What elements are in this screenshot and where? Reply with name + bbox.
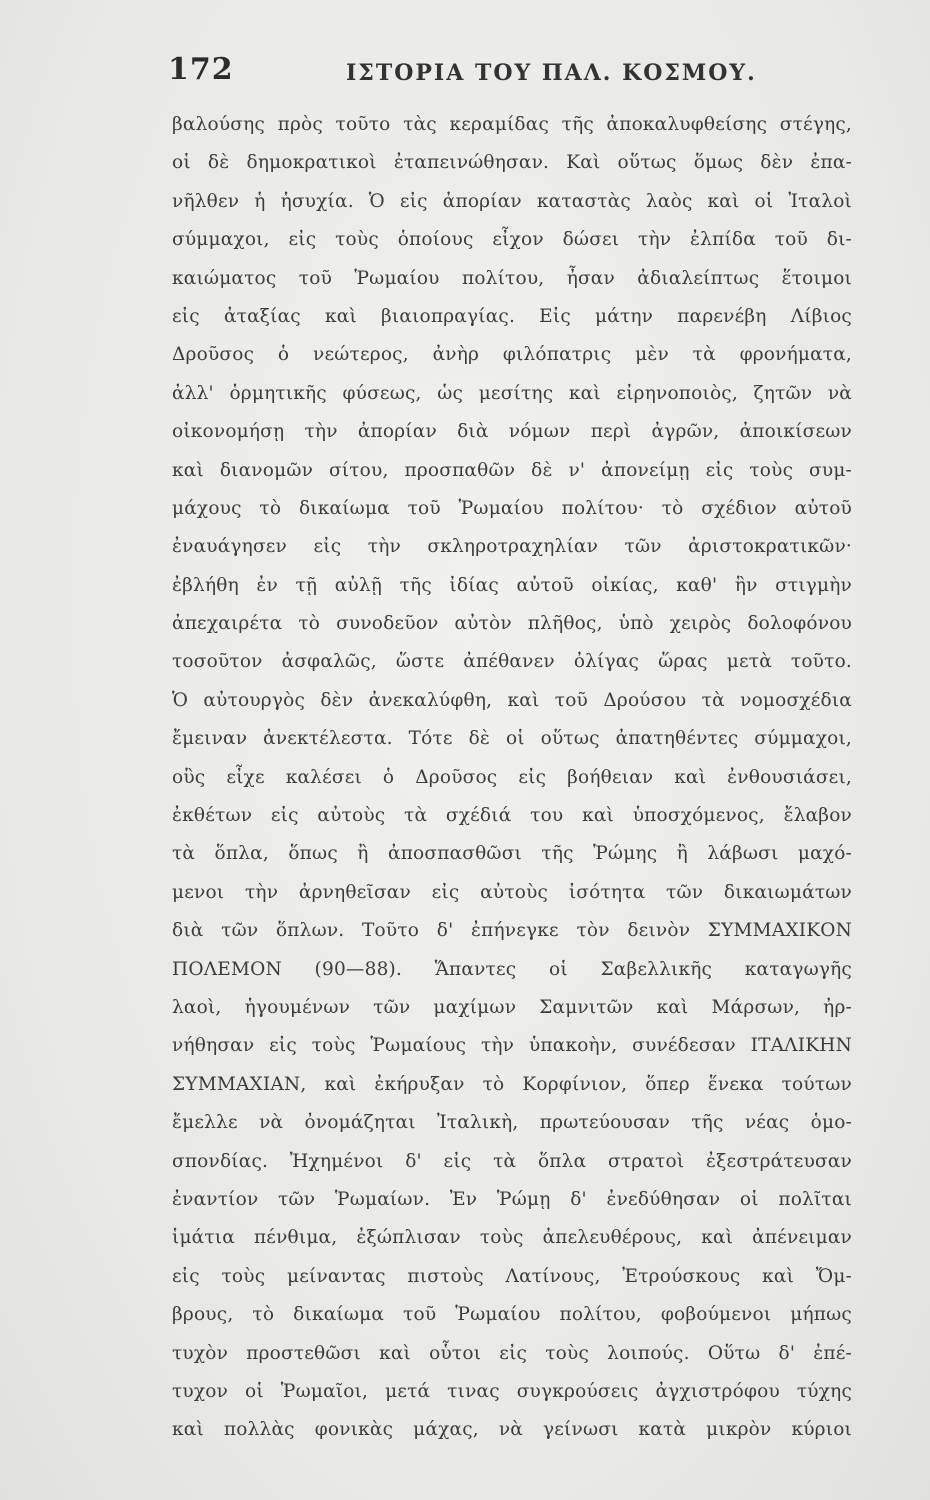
text-line: οἱ δὲ δημοκρατικοὶ ἐταπεινώθησαν. Καὶ οὕτως ὅμως δὲν ἐπα- [172, 152, 852, 174]
running-title: ΙΣΤΟΡΙΑ ΤΟΥ ΠΑΛ. ΚΟΣΜΟΥ. [346, 60, 757, 86]
text-line: ἀλλ' ὁρμητικῆς φύσεως, ὡς μεσίτης καὶ εἰρηνοποιὸς, ζητῶν νὰ [172, 382, 852, 404]
text-line: νήθησαν εἰς τοὺς Ῥωμαίους τὴν ὑπακοὴν, συνέδεσαν ΙΤΑΛΙΚΗΝ [172, 1035, 852, 1057]
text-line: οὓς εἶχε καλέσει ὁ Δροῦσος εἰς βοήθειαν καὶ ἐνθουσιάσει, [172, 766, 852, 788]
text-line: μάχους τὸ δικαίωμα τοῦ Ῥωμαίου πολίτου· τὸ σχέδιον αὐτοῦ [172, 497, 852, 519]
text-line: τὰ ὅπλα, ὅπως ἢ ἀποσπασθῶσι τῆς Ῥώμης ἢ λάβωσι μαχό- [172, 843, 852, 865]
text-line: καὶ πολλὰς φονικὰς μάχας, νὰ γείνωσι κατὰ μικρὸν κύριοι [172, 1419, 852, 1441]
text-line: καὶ διανομῶν σίτου, προσπαθῶν δὲ ν' ἀπονείμῃ εἰς τοὺς συμ- [172, 459, 852, 481]
text-line: λαοὶ, ἡγουμένων τῶν μαχίμων Σαμνιτῶν καὶ Μάρσων, ἠρ- [172, 996, 852, 1018]
text-line: νῆλθεν ἡ ἡσυχία. Ὁ εἰς ἀπορίαν καταστὰς λαὸς καὶ οἱ Ἰταλοὶ [172, 190, 852, 212]
text-line: ἐναντίον τῶν Ῥωμαίων. Ἐν Ῥώμῃ δ' ἐνεδύθησαν οἱ πολῖται [172, 1188, 852, 1210]
text-line: εἰς ἀταξίας καὶ βιαιοπραγίας. Εἰς μάτην παρενέβη Λίβιος [172, 305, 852, 327]
text-line: ΠΟΛΕΜΟΝ (90—88). Ἅπαντες οἱ Σαβελλικῆς καταγωγῆς [172, 958, 852, 980]
text-line: βρους, τὸ δικαίωμα τοῦ Ῥωμαίου πολίτου, φοβούμενοι μήπως [172, 1304, 852, 1326]
text-line: τυχον οἱ Ῥωμαῖοι, μετά τινας συγκρούσεις ἀγχιστρόφου τύχης [172, 1380, 852, 1402]
text-line: Ὁ αὐτουργὸς δὲν ἀνεκαλύφθη, καὶ τοῦ Δρούσου τὰ νομοσχέδια [172, 689, 852, 711]
text-line: σπονδίας. Ἠχημένοι δ' εἰς τὰ ὅπλα στρατοὶ ἐξεστράτευσαν [172, 1150, 852, 1172]
text-line: βαλούσης πρὸς τοῦτο τὰς κεραμίδας τῆς ἀποκαλυφθείσης στέγης, [172, 114, 852, 135]
text-line: τυχὸν προστεθῶσι καὶ οὗτοι εἰς τοὺς λοιπούς. Οὕτω δ' ἐπέ- [172, 1342, 852, 1364]
text-line: ἐβλήθη ἐν τῇ αὐλῇ τῆς ἰδίας αὐτοῦ οἰκίας, καθ' ἣν στιγμὴν [172, 574, 852, 596]
text-line: ἔμειναν ἀνεκτέλεστα. Τότε δὲ οἱ οὕτως ἀπατηθέντες σύμμαχοι, [172, 728, 852, 750]
text-line: ἐναυάγησεν εἰς τὴν σκληροτραχηλίαν τῶν ἀριστοκρατικῶν· [172, 536, 852, 558]
body-text [172, 106, 852, 1450]
text-line: ἀπεχαιρέτα τὸ συνοδεῦον αὐτὸν πλῆθος, ὑπὸ χειρὸς δολοφόνου [172, 613, 852, 635]
text-line: οἰκονομήσῃ τὴν ἀπορίαν διὰ νόμων περὶ ἀγρῶν, ἀποικίσεων [172, 421, 852, 443]
text-line: ἱμάτια πένθιμα, ἐξώπλισαν τοὺς ἀπελευθέρους, καὶ ἀπένειμαν [172, 1227, 852, 1249]
page-number: 172 [168, 52, 234, 87]
text-line: διὰ τῶν ὅπλων. Τοῦτο δ' ἐπήνεγκε τὸν δεινὸν ΣΥΜΜΑΧΙΚΟΝ [172, 920, 852, 942]
text-line: εἰς τοὺς μείναντας πιστοὺς Λατίνους, Ἐτρούσκους καὶ Ὄμ- [172, 1265, 852, 1287]
text-line: καιώματος τοῦ Ῥωμαίου πολίτου, ἦσαν ἀδιαλείπτως ἕτοιμοι [172, 267, 852, 289]
text-line: Δροῦσος ὁ νεώτερος, ἀνὴρ φιλόπατρις μὲν τὰ φρονήματα, [172, 344, 852, 366]
text-line: ἐκθέτων εἰς αὐτοὺς τὰ σχέδιά του καὶ ὑποσχόμενος, ἔλαβον [172, 805, 852, 827]
text-line: σύμμαχοι, εἰς τοὺς ὁποίους εἶχον δώσει τὴν ἐλπίδα τοῦ δι- [172, 229, 852, 251]
text-line: τοσοῦτον ἀσφαλῶς, ὥστε ἀπέθανεν ὀλίγας ὥρας μετὰ τοῦτο. [172, 651, 852, 673]
text-line: ἔμελλε νὰ ὀνομάζηται Ἰταλικὴ, πρωτεύουσαν τῆς νέας ὁμο- [172, 1112, 852, 1134]
text-line: μενοι τὴν ἀρνηθεῖσαν εἰς αὐτοὺς ἰσότητα τῶν δικαιωμάτων [172, 881, 852, 903]
text-line: ΣΥΜΜΑΧΙΑΝ, καὶ ἐκήρυξαν τὸ Κορφίνιον, ὅπερ ἕνεκα τούτων [172, 1073, 852, 1095]
page-header [168, 52, 858, 96]
